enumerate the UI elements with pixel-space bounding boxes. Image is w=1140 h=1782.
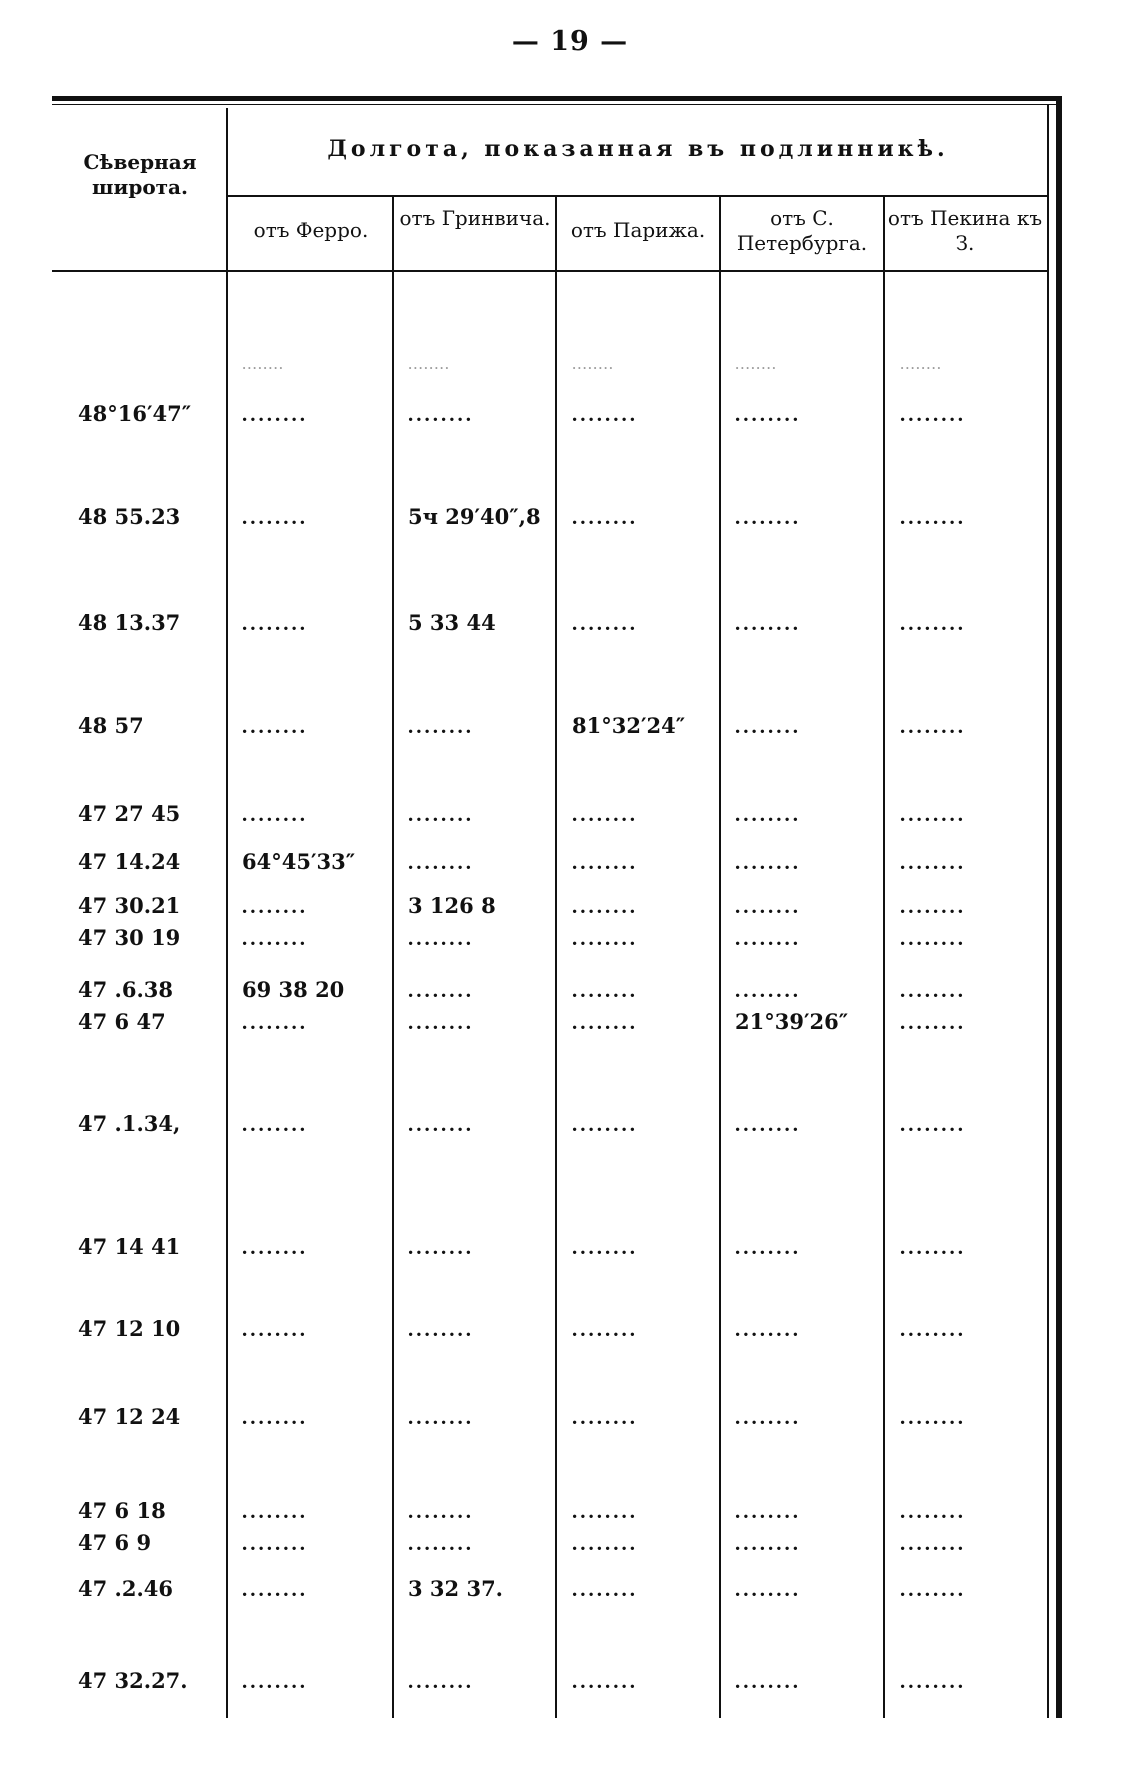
longitude-cell: ........ (735, 894, 801, 918)
longitude-cell: ........ (900, 1317, 966, 1341)
longitude-cell: ........ (242, 402, 308, 426)
longitude-cell: ........ (242, 1577, 308, 1601)
longitude-cell: ........ (900, 1531, 966, 1555)
longitude-cell: ........ (242, 1405, 308, 1429)
page-number: — 19 — (511, 26, 629, 57)
longitude-cell: ........ (572, 1669, 638, 1693)
col-divider (226, 108, 228, 1718)
longitude-cell: ........ (242, 354, 284, 373)
longitude-cell: ........ (408, 1669, 474, 1693)
longitude-cell: ........ (900, 505, 966, 529)
longitude-cell: ........ (572, 802, 638, 826)
longitude-cell: ........ (572, 1405, 638, 1429)
col-header-paris: отъ Парижа. (570, 218, 706, 242)
latitude-header: Сѣверная широта. (83, 150, 197, 199)
top-thin-rule (52, 104, 1062, 105)
longitude-cell: ........ (572, 1317, 638, 1341)
latitude-cell: 47 14.24 (78, 849, 181, 874)
latitude-cell: 47 6 18 (78, 1498, 166, 1523)
longitude-cell: ........ (735, 1531, 801, 1555)
longitude-cell: ........ (900, 1235, 966, 1259)
longitude-cell: ........ (572, 1235, 638, 1259)
longitude-cell: ........ (735, 978, 801, 1002)
longitude-cell: ........ (242, 1010, 308, 1034)
longitude-cell: ........ (900, 802, 966, 826)
longitude-cell: ........ (572, 978, 638, 1002)
longitude-cell: 21°39′26″ (735, 1009, 849, 1034)
col-divider (555, 195, 557, 1718)
col-divider (719, 195, 721, 1718)
top-double-rule (52, 96, 1062, 101)
latitude-cell: 47 27 45 (78, 801, 181, 826)
longitude-cell: ........ (735, 1112, 801, 1136)
longitude-cell: ........ (242, 894, 308, 918)
latitude-cell: 47 12 24 (78, 1404, 181, 1429)
col-header-ferro: отъ Ферро. (253, 218, 369, 242)
longitude-cell: ........ (735, 1235, 801, 1259)
longitude-cell: ........ (572, 1531, 638, 1555)
longitude-cell: ........ (735, 850, 801, 874)
longitude-cell: 5 33 44 (408, 610, 496, 635)
col-divider (1047, 104, 1049, 1718)
longitude-cell: ........ (408, 1499, 474, 1523)
longitude-cell: 5ч 29′40″,8 (408, 504, 541, 529)
col-divider (392, 195, 394, 1718)
right-border (1056, 96, 1062, 1718)
longitude-cell: ........ (242, 1499, 308, 1523)
longitude-cell: ........ (408, 402, 474, 426)
longitude-cell: ........ (408, 1010, 474, 1034)
longitude-cell: ........ (735, 505, 801, 529)
longitude-cell: ........ (572, 1112, 638, 1136)
longitude-cell: ........ (735, 354, 777, 373)
longitude-cell: ........ (900, 1010, 966, 1034)
longitude-cell: ........ (572, 1010, 638, 1034)
longitude-cell: ........ (572, 894, 638, 918)
longitude-cell: ........ (242, 926, 308, 950)
latitude-cell: 47 30 19 (78, 925, 181, 950)
latitude-cell: 47 6 9 (78, 1530, 152, 1555)
longitude-cell: ........ (408, 926, 474, 950)
longitude-cell: ........ (735, 1669, 801, 1693)
longitude-cell: ........ (572, 611, 638, 635)
longitude-cell: ........ (735, 1317, 801, 1341)
longitude-cell: ........ (735, 402, 801, 426)
latitude-cell: 47 .6.38 (78, 977, 173, 1002)
longitude-cell: ........ (572, 850, 638, 874)
longitude-cell: ........ (242, 1112, 308, 1136)
longitude-cell: ........ (735, 1405, 801, 1429)
longitude-cell: ........ (735, 611, 801, 635)
longitude-cell: ........ (242, 1235, 308, 1259)
longitude-span-header: Долгота, показанная въ подлинникѣ. (327, 136, 949, 162)
longitude-cell: 3 126 8 (408, 893, 496, 918)
longitude-cell: ........ (900, 714, 966, 738)
longitude-cell: ........ (408, 714, 474, 738)
longitude-cell: ........ (900, 1405, 966, 1429)
longitude-cell: ........ (735, 714, 801, 738)
longitude-cell: ........ (242, 611, 308, 635)
header-bottom-rule (52, 270, 1048, 272)
latitude-cell: 47 14 41 (78, 1234, 181, 1259)
longitude-cell: 69 38 20 (242, 977, 345, 1002)
longitude-cell: ........ (900, 402, 966, 426)
longitude-cell: ........ (572, 354, 614, 373)
longitude-cell: ........ (408, 354, 450, 373)
latitude-cell: 47 .1.34, (78, 1111, 181, 1136)
longitude-cell: 3 32 37. (408, 1576, 503, 1601)
longitude-cell: ........ (242, 505, 308, 529)
longitude-cell: ........ (735, 1499, 801, 1523)
longitude-cell: 64°45′33″ (242, 849, 356, 874)
longitude-cell: ........ (242, 1531, 308, 1555)
longitude-cell: ........ (900, 1669, 966, 1693)
col-divider (883, 195, 885, 1718)
longitude-cell: ........ (572, 1499, 638, 1523)
latitude-cell: 48°16′47″ (78, 401, 192, 426)
longitude-cell: ........ (735, 1577, 801, 1601)
longitude-cell: ........ (900, 1577, 966, 1601)
latitude-cell: 47 32.27. (78, 1668, 188, 1693)
longitude-cell: ........ (572, 926, 638, 950)
longitude-cell: ........ (408, 850, 474, 874)
longitude-cell: ........ (900, 1499, 966, 1523)
longitude-cell: ........ (572, 402, 638, 426)
longitude-cell: ........ (900, 978, 966, 1002)
latitude-cell: 48 13.37 (78, 610, 181, 635)
longitude-cell: ........ (408, 802, 474, 826)
longitude-cell: ........ (408, 1112, 474, 1136)
longitude-cell: ........ (408, 1405, 474, 1429)
longitude-cell: ........ (572, 1577, 638, 1601)
longitude-cell: ........ (242, 1317, 308, 1341)
longitude-cell: ........ (900, 894, 966, 918)
longitude-cell: ........ (900, 611, 966, 635)
longitude-cell: ........ (242, 1669, 308, 1693)
longitude-cell: ........ (408, 1235, 474, 1259)
longitude-cell: ........ (408, 1531, 474, 1555)
longitude-cell: ........ (242, 802, 308, 826)
longitude-cell: ........ (735, 926, 801, 950)
longitude-cell: ........ (900, 354, 942, 373)
longitude-cell: ........ (900, 850, 966, 874)
longitude-cell: 81°32′24″ (572, 713, 686, 738)
latitude-cell: 47 12 10 (78, 1316, 181, 1341)
longitude-cell: ........ (735, 802, 801, 826)
header-sub-rule (228, 195, 1048, 197)
latitude-cell: 48 55.23 (78, 504, 181, 529)
latitude-cell: 48 57 (78, 713, 144, 738)
col-header-greenwich: отъ Гринвича. (399, 206, 551, 230)
longitude-cell: ........ (242, 714, 308, 738)
col-header-petersburg: отъ С. Петербурга. (736, 206, 868, 255)
longitude-cell: ........ (408, 1317, 474, 1341)
longitude-cell: ........ (900, 1112, 966, 1136)
latitude-cell: 47 6 47 (78, 1009, 166, 1034)
latitude-cell: 47 30.21 (78, 893, 181, 918)
col-header-peking: отъ Пекина къ З. (887, 206, 1043, 255)
latitude-cell: 47 .2.46 (78, 1576, 173, 1601)
longitude-cell: ........ (900, 926, 966, 950)
longitude-cell: ........ (408, 978, 474, 1002)
longitude-cell: ........ (572, 505, 638, 529)
